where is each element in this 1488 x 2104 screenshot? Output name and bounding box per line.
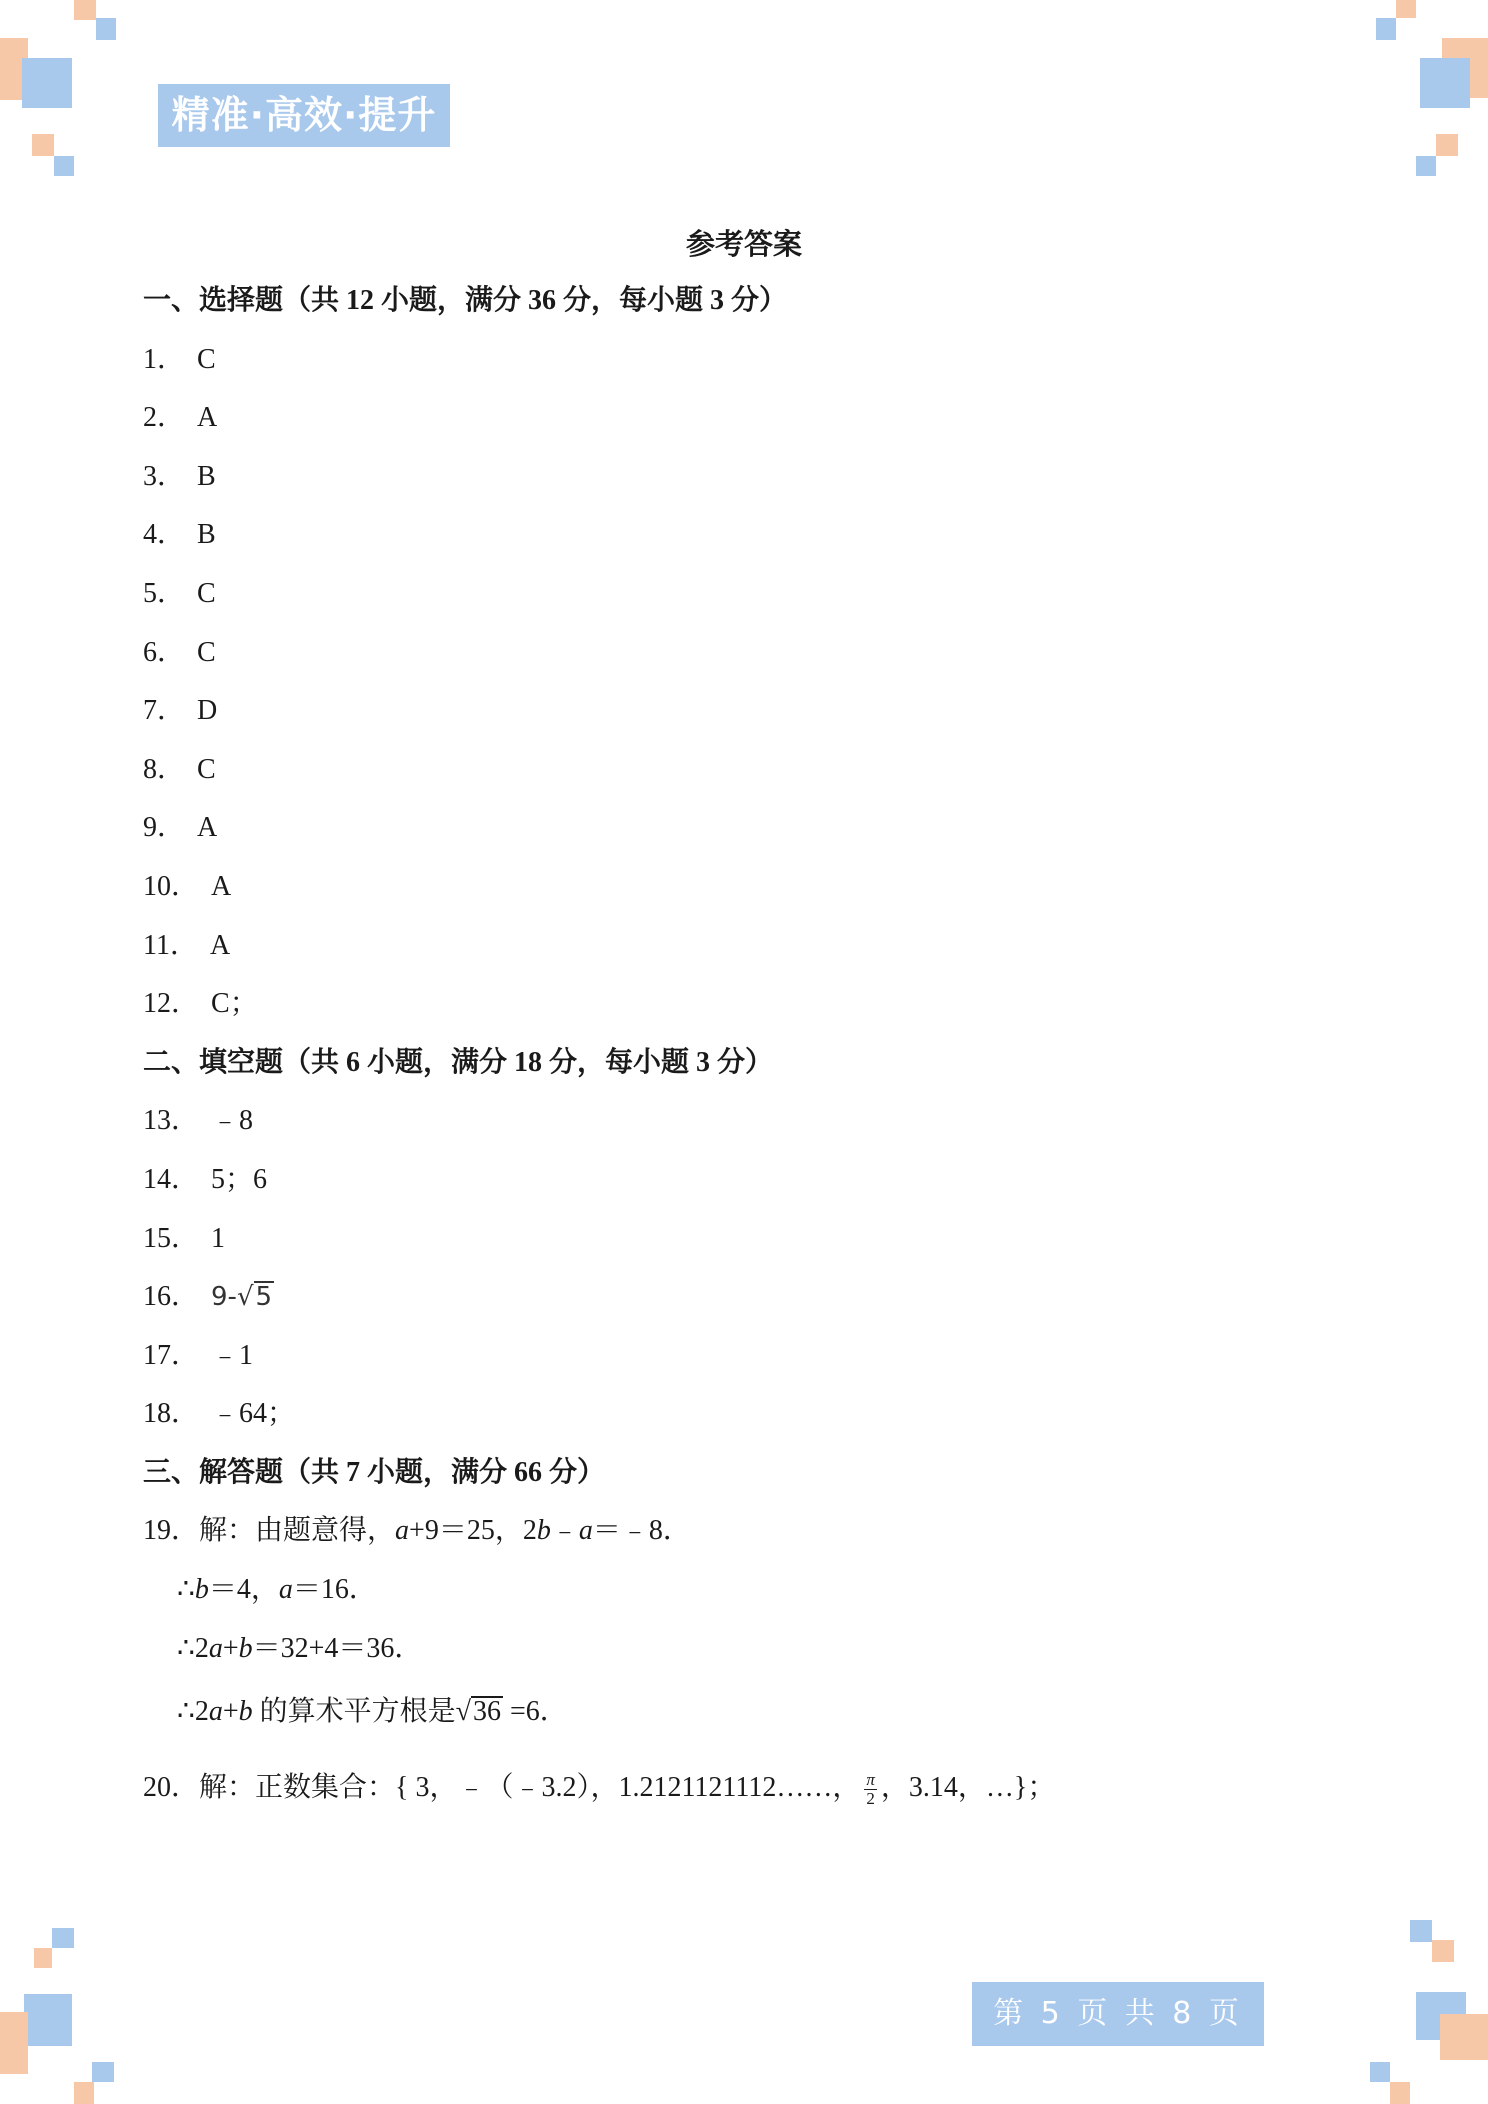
item-number: 1． — [143, 343, 186, 375]
item-answer: 5；6 — [211, 1163, 268, 1195]
text: ＝32+4＝36． — [252, 1632, 423, 1664]
text: ＝16． — [292, 1574, 377, 1606]
item-answer: D — [197, 695, 218, 727]
item-answer: A — [209, 929, 231, 961]
answer-item — [143, 1092, 1373, 1151]
item-number: 15． — [143, 1222, 200, 1254]
item-number: 17． — [143, 1339, 200, 1371]
q20-line-1 — [143, 1754, 1373, 1822]
item-number: 13． — [143, 1105, 200, 1137]
item-number: 11． — [143, 929, 198, 961]
item-number: 16． — [143, 1281, 200, 1313]
sqrt-symbol: √ — [236, 1282, 254, 1313]
item-answer: C — [197, 753, 216, 785]
answer-item — [143, 389, 1373, 448]
text: +9＝25，2 — [409, 1515, 537, 1547]
answer-item — [143, 1327, 1373, 1386]
var: a — [208, 1632, 223, 1664]
item-answer: ﹣64； — [211, 1398, 296, 1430]
var: a — [278, 1574, 293, 1606]
item-answer: C — [197, 636, 216, 668]
answer-item — [143, 917, 1373, 976]
var: a — [208, 1696, 223, 1728]
text: =6． — [503, 1696, 568, 1728]
section-heading-fill: 二、填空题（共 6 小题，满分 18 分，每小题 3 分） — [143, 1046, 774, 1078]
answer-item — [143, 858, 1373, 917]
answer-item — [143, 624, 1373, 683]
item-number: 20． — [143, 1772, 200, 1804]
item-number: 3． — [143, 460, 186, 492]
answer-item — [143, 741, 1373, 800]
brand-banner: 精准·高效·提升 — [158, 84, 450, 147]
var: b — [238, 1696, 253, 1728]
item-number: 7． — [143, 695, 186, 727]
item-number: 2． — [143, 402, 186, 434]
var: a — [578, 1515, 593, 1547]
section-heading-solution: 三、解答题（共 7 小题，满分 66 分） — [143, 1456, 606, 1488]
answer-item — [143, 1210, 1373, 1269]
item-answer: B — [197, 519, 216, 551]
q19-line-2 — [143, 1561, 1373, 1620]
answer-item — [143, 682, 1373, 741]
answer-item — [143, 799, 1373, 858]
text: + — [222, 1632, 239, 1664]
item-number: 9． — [143, 812, 186, 844]
item-answer: A — [197, 402, 218, 434]
text: + — [222, 1696, 239, 1728]
item-answer-formula — [211, 1268, 274, 1327]
var: b — [238, 1632, 253, 1664]
text: 的算术平方根是 — [252, 1696, 456, 1728]
page-title: 参考答案 — [685, 229, 802, 261]
fraction — [864, 1771, 877, 1808]
var: b — [536, 1515, 551, 1547]
text: 解：由题意得， — [199, 1515, 396, 1547]
answer-item — [143, 565, 1373, 624]
var: b — [194, 1574, 209, 1606]
answer-item — [143, 448, 1373, 507]
sqrt-radicand: 5 — [255, 1282, 273, 1313]
text: ﹣ — [550, 1515, 579, 1547]
item-answer: 1 — [211, 1222, 226, 1254]
item-number: 8． — [143, 753, 186, 785]
text: ＝﹣8． — [592, 1515, 691, 1547]
answer-item — [143, 331, 1373, 390]
text: ，3.14，…}； — [880, 1772, 1056, 1804]
item-answer: A — [211, 870, 232, 902]
fraction-denominator: 2 — [866, 1789, 875, 1809]
item-answer: B — [197, 460, 216, 492]
text: ＝4， — [208, 1574, 279, 1606]
item-answer: ﹣8 — [211, 1105, 254, 1137]
item-number: 4． — [143, 519, 186, 551]
fraction-numerator: π — [866, 1770, 875, 1790]
item-answer: C — [197, 343, 216, 375]
answer-item — [143, 1151, 1373, 1210]
sqrt-radicand: 36 — [473, 1696, 502, 1728]
item-number: 12． — [143, 988, 200, 1020]
item-number: 10． — [143, 870, 200, 902]
item-number: 14． — [143, 1163, 200, 1195]
text: ∴2 — [177, 1696, 209, 1728]
var: a — [395, 1515, 410, 1547]
item-answer: C — [197, 577, 216, 609]
item-answer: A — [197, 812, 218, 844]
item-answer: ﹣1 — [211, 1339, 254, 1371]
formula-prefix: 9- — [211, 1282, 237, 1313]
section-heading-choice: 一、选择题（共 12 小题，满分 36 分，每小题 3 分） — [143, 285, 788, 316]
sqrt-symbol: √ — [455, 1696, 472, 1728]
answer-content — [143, 272, 1373, 1822]
page-number-footer: 第 5 页 共 8 页 — [972, 1982, 1264, 2046]
item-number: 19． — [143, 1515, 200, 1547]
q19-line-1 — [143, 1502, 1373, 1561]
answer-item — [143, 1268, 1373, 1327]
text: ∴ — [177, 1574, 195, 1606]
q19-line-4 — [143, 1678, 1373, 1746]
text: 解：正数集合：{ 3，﹣（﹣3.2），1.2121121112……， — [199, 1772, 861, 1804]
item-answer: C； — [211, 988, 258, 1020]
answer-item — [143, 1385, 1373, 1444]
q19-line-3 — [143, 1620, 1373, 1679]
item-number: 5． — [143, 577, 186, 609]
text: ∴2 — [177, 1632, 209, 1664]
answer-item — [143, 506, 1373, 565]
item-number: 6． — [143, 636, 186, 668]
item-number: 18． — [143, 1398, 200, 1430]
answer-item — [143, 975, 1373, 1034]
